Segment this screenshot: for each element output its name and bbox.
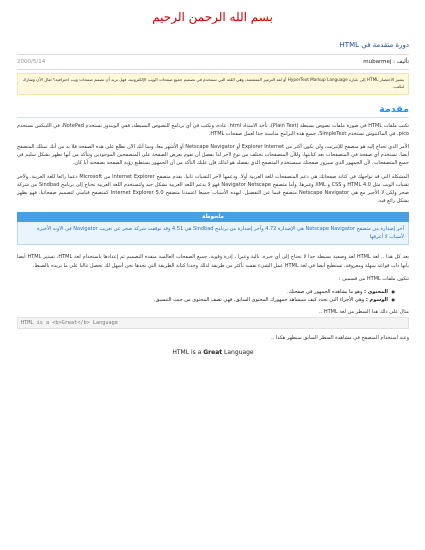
article-content <box>17 40 409 358</box>
code-example: HTML is a <b>Great</b> Language <box>17 317 409 329</box>
paragraph-5: تتكون ملفات HTML من قسمين : <box>338 275 409 282</box>
result-bold: Great <box>203 349 223 357</box>
document-title: دورة متقدمة في HTML <box>339 41 409 49</box>
summary-box: يشير الاختصار HTML إلى عبارة HyperText Markup Language أو لغة الترميز المتشعبة، وهي اللغة التي تستخدم في تصميم جميع صفحات الويب الإلكترونية، فهل تريد أن تصمم صفحات ويب احترافية؟ تعال الآن وشارك لتكتب. <box>17 73 409 95</box>
list-item <box>17 288 395 296</box>
list-term: المحتوى : <box>363 289 388 296</box>
outro-text: وعند استخدام المتصفح في مشاهدة السطر السابق سيظهر هكذا .. <box>271 335 409 342</box>
parts-list <box>17 288 395 304</box>
note-box <box>17 212 409 245</box>
code-intro: مثال على ذلك هذا السطر من لغة HTML .. <box>319 309 409 316</box>
list-item <box>17 296 395 304</box>
author-line: تأليف : mubarmej <box>363 59 409 65</box>
list-text: وهي الأجزاء التي تحدد كيف سيشاهد جمهورك المحتوى السابق، فهي تصف المحتوى من حيث التنسيق. <box>153 297 365 304</box>
rendered-result <box>17 348 409 358</box>
section-title: مقدمة <box>17 103 409 118</box>
paragraph-1: تكتب ملفات HTML في صورة ملفات نصوص بسيطة (Plain Text)، تأخذ الامتداد html. عادة، وتكتب في أي برنامج للنصوص البسيطة، ففي الويندوز نستخدم NotePad، في اللينكس نستخدم pico، في الماكنتوش نستخدم SimpleText، جميع هذه البرامج مناسبة جدا لعمل صفحات HTML. <box>17 122 409 137</box>
document-date: 2000/5/14 <box>17 59 46 65</box>
note-header: ملحوظة <box>17 212 409 222</box>
list-text: وهو ما يشاهده الجمهور في صفحتك. <box>287 289 363 296</box>
paragraph-4: بعد كل هذا .. لغة HTML لغة وصفية بسيطة جدا لا تحتاج إلى أي خبرة. بالية وعبرا ، إدرة وقوية، جميع الصفحات العالمية منفذة التصميم ثم إعدادها باستخدام لغة HTML، تستيز HTML أيضا بأنها ذات قواعد سهلة ومعروفة، تستطيع أيضا في لغة HTML عمل الشيء نفسه بأكثر من طريقة لذلك وجدنا كتابة الطريقة التي نجدها نحن أسهل لك تحصل غالبا على ما تريده بالضبط. <box>17 254 409 269</box>
note-body: آخر إصدارة من متصفح Netscape Navigator هي الإصدارة 4.72 وآخر إصدارة من برنامج Sindbad هي 4.51 وقد توقفت شركة صخر عن تعريب Navigator في الآونة الأخيرة لأسباب لا أعرفها <box>17 222 409 245</box>
paragraph-2: الأمر الذي تحتاج إليه هو متصفح للإنترنت، ولن يكون أكثر من Explorer Internet أو Netscape Navigator أو الأشهر معا. وبما أنك الآن تطلع على هذه الصفحة فلا بد من أنك تمتلك المتصفح أيضا. تستخدم أي صفحة في المتصفحات بعد كتابتها، وللأن المتصفحات تختلف من نوع لآخر لذا يفضل أن تقوم بعرض الصفحة على المتصفحين الموجودين وتتأكد من أنها تظهر بشكل سليم في جميع المتصفحات، لأن الجمهور الذي سيزور صفحتك سيستخدم المتصفح الذي يفضله هو لذلك فإن عليك التأكد من أن الجمهور يستطيع رؤية الصفحة بصفحته أيا كان. <box>17 144 409 167</box>
result-suffix: Language <box>222 349 254 357</box>
list-term: الوسوم : <box>365 297 388 304</box>
basmala-heading: بسم الله الرحمن الرحيم <box>152 10 273 24</box>
result-prefix: HTML is a <box>172 349 204 357</box>
meta-row <box>17 54 409 70</box>
paragraph-3: المشكلة التي قد تواجهك في كتابة صفحاتك هي دعم المتصفحات للغة العربية أولا. ودعمها لآخر التقنيات ثانيا. يقدم متصفح Internet Explorer من Microsoft دعما رائعا للغة العربية. ولآخر تقنيات الويب مثل HTML 4.0 و CSS و XML وغيرها. وأما متصفح Navigator Netscape فهو لا يدعم اللغة العربية بشكل جيد ولتستخدم اللغة العربية تحتاج إلى برنامج Sindbad من شركة صخر ولكن لا الأخير مع هي Netscape Navigator متصفح فيما عن التفصيل. ليهذه الأسباب جميعا اعتمدنا متصفح Internet Explorer 5.0 كمتصفح قياسي لتصميم صفحاتنا، فهو يظهر بشكل رائع فيه. <box>17 173 410 205</box>
